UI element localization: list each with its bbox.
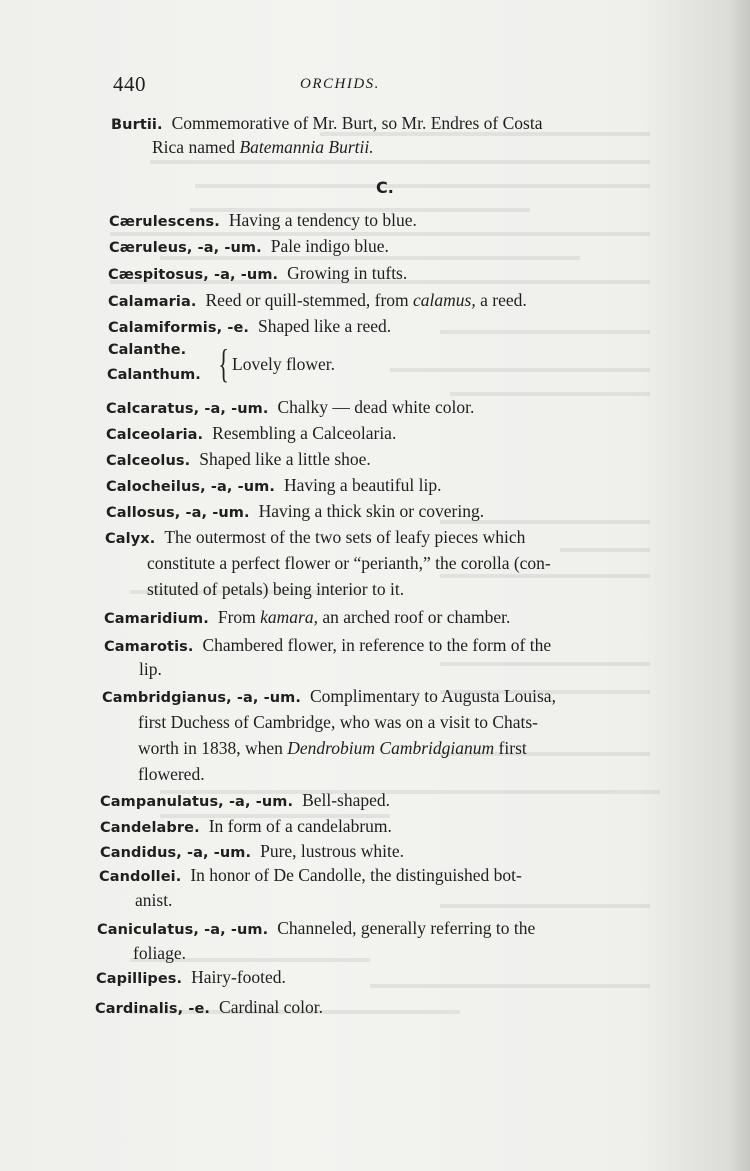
entry-calocheilus xyxy=(106,474,441,498)
entry-calceolus xyxy=(106,448,371,472)
definition-italic: calamus, xyxy=(413,290,476,310)
continuation-italic: Dendrobium Cambridgianum xyxy=(287,738,495,758)
entry-caniculatus xyxy=(97,917,535,941)
entry-term: Capillipes. xyxy=(96,971,183,987)
entry-calamiformis xyxy=(108,315,391,339)
brace-glyph: { xyxy=(218,341,229,386)
entry-cambridgianus xyxy=(102,685,556,709)
definition-text: an arched roof or chamber. xyxy=(318,607,511,627)
entry-capillipes xyxy=(96,966,286,990)
section-letter: C. xyxy=(376,178,394,197)
running-title: ORCHIDS. xyxy=(300,76,380,92)
entry-definition: Shaped like a little shoe. xyxy=(199,449,371,469)
entry-definition: Commemorative of Mr. Burt, so Mr. Endres of Costa xyxy=(171,113,543,133)
entry-term-calanthum: Calanthum. xyxy=(107,367,201,383)
entry-term: Camarotis. xyxy=(104,639,194,655)
continuation-text: Rica named xyxy=(152,137,240,157)
definition-italic: kamara, xyxy=(260,607,318,627)
entry-term: Candelabre. xyxy=(100,820,200,836)
entry-definition: In honor of De Candolle, the distinguished bot- xyxy=(190,865,522,885)
entry-term: Cambridgianus, -a, -um. xyxy=(102,690,301,706)
page-number: 440 xyxy=(113,72,146,96)
entry-definition: Hairy-footed. xyxy=(191,967,286,987)
entry-definition: Resembling a Calceolaria. xyxy=(212,423,397,443)
definition-text: From xyxy=(217,607,261,627)
entry-calceolaria xyxy=(106,422,396,446)
entry-continuation: lip. xyxy=(139,659,162,679)
entry-camarotis xyxy=(104,634,551,658)
entry-definition: Chalky — dead white color. xyxy=(277,397,475,417)
entry-term: Caniculatus, -a, -um. xyxy=(97,922,269,938)
entry-term: Calamiformis, -e. xyxy=(108,320,250,336)
entry-definition: Cardinal color. xyxy=(219,997,324,1017)
entry-continuation: first Duchess of Cambridge, who was on a visit to Chats- xyxy=(138,712,539,732)
entry-continuation: foliage. xyxy=(133,943,186,963)
entry-continuation: anist. xyxy=(135,890,173,910)
entry-definition: Bell-shaped. xyxy=(302,790,391,810)
entry-term: Calamaria. xyxy=(108,294,197,310)
entry-term: Candidus, -a, -um. xyxy=(100,845,252,861)
entry-term: Cardinalis, -e. xyxy=(95,1001,211,1017)
entry-definition: Growing in tufts. xyxy=(287,263,408,283)
entry-definition: Channeled, generally referring to the xyxy=(277,918,536,938)
entry-term: Calcaratus, -a, -um. xyxy=(106,401,269,417)
entry-definition: Pale indigo blue. xyxy=(270,236,389,256)
entry-definition: Complimentary to Augusta Louisa, xyxy=(310,686,556,706)
entry-continuation: flowered. xyxy=(138,764,205,784)
entry-continuation xyxy=(138,737,527,759)
entry-definition: Having a beautiful lip. xyxy=(283,475,442,495)
definition-text: a reed. xyxy=(475,290,527,310)
entry-camaridium xyxy=(104,606,510,630)
entry-continuation: constitute a perfect flower or “perianth,” the corolla (con- xyxy=(147,553,551,573)
entry-continuation: stituted of petals) being interior to it. xyxy=(147,579,405,599)
entry-definition: Having a tendency to blue. xyxy=(228,210,417,230)
entry-calcaratus xyxy=(106,396,474,420)
entry-calamaria xyxy=(108,289,527,313)
entry-caerulescens xyxy=(109,209,417,233)
entry-calyx xyxy=(105,526,525,550)
continuation-text: first xyxy=(494,738,527,758)
entry-candidus xyxy=(100,840,404,864)
entry-term: Cæruleus, -a, -um. xyxy=(109,240,262,256)
entry-definition: The outermost of the two sets of leafy pieces which xyxy=(164,527,526,547)
continuation-text: worth in 1838, when xyxy=(138,738,288,758)
entry-term: Burtii. xyxy=(111,117,163,133)
entry-definition: Pure, lustrous white. xyxy=(260,841,404,861)
entry-candelabre xyxy=(100,815,392,839)
entry-definition: Having a thick skin or covering. xyxy=(258,501,485,521)
entry-term: Camaridium. xyxy=(104,611,209,627)
entry-term-calanthe: Calanthe. xyxy=(108,342,187,358)
entry-term: Cæspitosus, -a, -um. xyxy=(108,267,279,283)
entry-burtii xyxy=(111,112,542,136)
entry-term: Calceolaria. xyxy=(106,427,204,443)
continuation-italic: Batemannia Burtii. xyxy=(239,137,374,157)
entry-caespitosus xyxy=(108,262,407,286)
entry-term: Callosus, -a, -um. xyxy=(106,505,250,521)
entry-candollei xyxy=(99,864,522,888)
entry-term: Cærulescens. xyxy=(109,214,220,230)
definition-text: Reed or quill-stemmed, from xyxy=(205,290,414,310)
entry-definition: Lovely flower. xyxy=(232,354,336,374)
entry-term: Calceolus. xyxy=(106,453,191,469)
entry-term: Campanulatus, -a, -um. xyxy=(100,794,294,810)
entry-callosus xyxy=(106,500,484,524)
entry-definition xyxy=(218,607,511,627)
entry-term: Candollei. xyxy=(99,869,182,885)
entry-continuation xyxy=(152,136,374,158)
entry-definition: In form of a candelabrum. xyxy=(208,816,392,836)
entry-definition: Shaped like a reed. xyxy=(258,316,392,336)
entry-cardinalis xyxy=(95,996,323,1020)
entry-campanulatus xyxy=(100,789,390,813)
entry-caeruleus xyxy=(109,235,389,259)
entry-definition xyxy=(206,290,527,310)
entry-definition: Chambered flower, in reference to the form of the xyxy=(202,635,552,655)
entry-term: Calocheilus, -a, -um. xyxy=(106,479,275,495)
entry-term: Calyx. xyxy=(105,531,156,547)
